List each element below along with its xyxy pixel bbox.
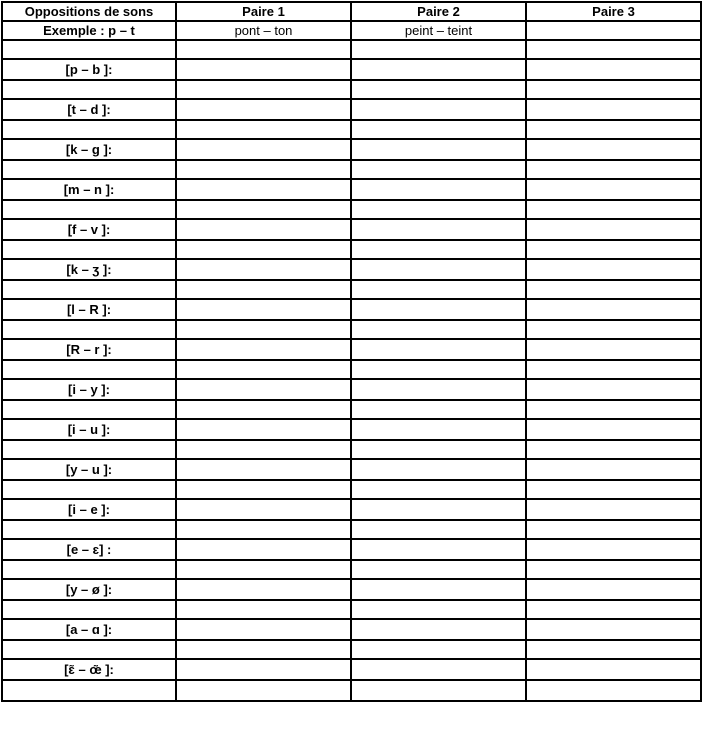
answer-cell[interactable] <box>526 200 701 219</box>
blank-row <box>2 680 701 701</box>
answer-cell-pair-3[interactable] <box>526 379 701 400</box>
blank-label-cell <box>2 320 176 339</box>
opposition-row <box>2 259 701 280</box>
answer-cell[interactable] <box>176 80 351 99</box>
blank-row <box>2 640 701 659</box>
opposition-row <box>2 299 701 320</box>
answer-cell-pair-3[interactable] <box>526 219 701 240</box>
answer-cell-pair-3[interactable] <box>526 619 701 640</box>
answer-cell[interactable] <box>351 160 526 179</box>
opposition-label: [l – R ]: <box>2 299 176 320</box>
answer-cell-pair-3[interactable] <box>526 419 701 440</box>
blank-row <box>2 600 701 619</box>
blank-row <box>2 80 701 99</box>
blank-label-cell <box>2 680 176 701</box>
answer-cell-pair-2[interactable] <box>351 379 526 400</box>
answer-cell-pair-1[interactable] <box>176 179 351 200</box>
opposition-row <box>2 539 701 560</box>
answer-cell[interactable] <box>176 520 351 539</box>
answer-cell[interactable] <box>526 360 701 379</box>
answer-cell[interactable] <box>176 680 351 701</box>
opposition-label: [a – ɑ ]: <box>2 619 176 640</box>
answer-cell[interactable] <box>526 560 701 579</box>
answer-cell-pair-3[interactable] <box>526 539 701 560</box>
answer-cell[interactable] <box>526 640 701 659</box>
answer-cell[interactable] <box>526 120 701 139</box>
answer-cell[interactable] <box>351 200 526 219</box>
answer-cell[interactable] <box>351 320 526 339</box>
answer-cell-pair-2[interactable] <box>351 619 526 640</box>
answer-cell-pair-1[interactable] <box>176 619 351 640</box>
answer-cell[interactable] <box>526 520 701 539</box>
answer-cell[interactable] <box>176 320 351 339</box>
opposition-label: [p – b ]: <box>2 59 176 80</box>
answer-cell-pair-1[interactable] <box>176 59 351 80</box>
opposition-row <box>2 379 701 400</box>
answer-cell[interactable] <box>176 120 351 139</box>
opposition-row <box>2 619 701 640</box>
answer-cell[interactable] <box>351 480 526 499</box>
answer-cell-pair-3[interactable] <box>526 459 701 480</box>
opposition-label: [y – ø ]: <box>2 579 176 600</box>
answer-cell-pair-2[interactable] <box>351 579 526 600</box>
opposition-label: [k – ʒ ]: <box>2 259 176 280</box>
answer-cell[interactable] <box>351 680 526 701</box>
opposition-row <box>2 59 701 80</box>
answer-cell-pair-2[interactable] <box>351 299 526 320</box>
opposition-row <box>2 99 701 120</box>
blank-row <box>2 240 701 259</box>
blank-row <box>2 200 701 219</box>
answer-cell[interactable] <box>176 600 351 619</box>
blank-label-cell <box>2 200 176 219</box>
answer-cell-pair-1[interactable] <box>176 259 351 280</box>
answer-cell-pair-1[interactable] <box>176 499 351 520</box>
header-oppositions: Oppositions de sons <box>2 2 176 21</box>
answer-cell-pair-2[interactable] <box>351 259 526 280</box>
header-pair-1: Paire 1 <box>176 2 351 21</box>
example-label: Exemple : p – t <box>2 21 176 40</box>
answer-cell[interactable] <box>176 480 351 499</box>
blank-row <box>2 360 701 379</box>
blank-label-cell <box>2 600 176 619</box>
answer-cell-pair-2[interactable] <box>351 99 526 120</box>
blank-label-cell <box>2 400 176 419</box>
opposition-label: [i – u ]: <box>2 419 176 440</box>
answer-cell[interactable] <box>351 640 526 659</box>
opposition-label: [y – u ]: <box>2 459 176 480</box>
answer-cell[interactable] <box>351 360 526 379</box>
blank-row <box>2 280 701 299</box>
sound-oppositions-table <box>1 1 702 702</box>
opposition-row <box>2 579 701 600</box>
blank-row <box>2 400 701 419</box>
blank-label-cell <box>2 360 176 379</box>
opposition-row <box>2 459 701 480</box>
answer-cell-pair-2[interactable] <box>351 339 526 360</box>
blank-label-cell <box>2 520 176 539</box>
blank-row <box>2 320 701 339</box>
answer-cell-pair-1[interactable] <box>176 579 351 600</box>
answer-cell[interactable] <box>526 160 701 179</box>
answer-cell-pair-3[interactable] <box>526 659 701 680</box>
example-pair-3 <box>526 21 701 40</box>
answer-cell[interactable] <box>526 80 701 99</box>
answer-cell[interactable] <box>176 40 351 59</box>
answer-cell[interactable] <box>351 280 526 299</box>
answer-cell-pair-3[interactable] <box>526 59 701 80</box>
blank-row <box>2 120 701 139</box>
answer-cell[interactable] <box>526 680 701 701</box>
answer-cell[interactable] <box>176 280 351 299</box>
example-row <box>2 21 701 40</box>
answer-cell-pair-1[interactable] <box>176 139 351 160</box>
blank-row <box>2 40 701 59</box>
answer-cell[interactable] <box>351 80 526 99</box>
answer-cell[interactable] <box>176 160 351 179</box>
answer-cell[interactable] <box>526 440 701 459</box>
answer-cell[interactable] <box>351 440 526 459</box>
answer-cell-pair-3[interactable] <box>526 99 701 120</box>
answer-cell-pair-2[interactable] <box>351 659 526 680</box>
opposition-row <box>2 179 701 200</box>
answer-cell-pair-3[interactable] <box>526 259 701 280</box>
example-pair-2: peint – teint <box>351 21 526 40</box>
answer-cell[interactable] <box>176 240 351 259</box>
header-pair-2: Paire 2 <box>351 2 526 21</box>
answer-cell[interactable] <box>526 400 701 419</box>
answer-cell-pair-3[interactable] <box>526 579 701 600</box>
blank-row <box>2 480 701 499</box>
opposition-label: [ɛ̃ – œ̃ ]: <box>2 659 176 680</box>
answer-cell-pair-1[interactable] <box>176 339 351 360</box>
header-row <box>2 2 701 21</box>
opposition-label: [e – ɛ] : <box>2 539 176 560</box>
answer-cell[interactable] <box>351 400 526 419</box>
answer-cell-pair-2[interactable] <box>351 419 526 440</box>
answer-cell[interactable] <box>351 560 526 579</box>
opposition-row <box>2 339 701 360</box>
answer-cell[interactable] <box>526 320 701 339</box>
answer-cell-pair-2[interactable] <box>351 139 526 160</box>
opposition-row <box>2 499 701 520</box>
answer-cell[interactable] <box>526 40 701 59</box>
answer-cell-pair-1[interactable] <box>176 99 351 120</box>
answer-cell[interactable] <box>351 240 526 259</box>
answer-cell[interactable] <box>351 40 526 59</box>
blank-label-cell <box>2 120 176 139</box>
answer-cell-pair-3[interactable] <box>526 339 701 360</box>
answer-cell[interactable] <box>526 480 701 499</box>
blank-label-cell <box>2 280 176 299</box>
blank-label-cell <box>2 240 176 259</box>
blank-label-cell <box>2 480 176 499</box>
answer-cell[interactable] <box>526 280 701 299</box>
opposition-label: [i – y ]: <box>2 379 176 400</box>
answer-cell[interactable] <box>176 200 351 219</box>
opposition-row <box>2 659 701 680</box>
blank-label-cell <box>2 560 176 579</box>
blank-label-cell <box>2 40 176 59</box>
example-pair-1: pont – ton <box>176 21 351 40</box>
answer-cell[interactable] <box>526 600 701 619</box>
answer-cell[interactable] <box>351 600 526 619</box>
answer-cell-pair-1[interactable] <box>176 219 351 240</box>
blank-label-cell <box>2 80 176 99</box>
answer-cell-pair-2[interactable] <box>351 459 526 480</box>
opposition-label: [i – e ]: <box>2 499 176 520</box>
opposition-row <box>2 419 701 440</box>
blank-label-cell <box>2 440 176 459</box>
answer-cell[interactable] <box>351 120 526 139</box>
header-pair-3: Paire 3 <box>526 2 701 21</box>
opposition-label: [R – r ]: <box>2 339 176 360</box>
opposition-row <box>2 139 701 160</box>
answer-cell[interactable] <box>176 640 351 659</box>
answer-cell-pair-1[interactable] <box>176 299 351 320</box>
answer-cell-pair-1[interactable] <box>176 539 351 560</box>
answer-cell[interactable] <box>176 360 351 379</box>
opposition-row <box>2 219 701 240</box>
answer-cell-pair-1[interactable] <box>176 379 351 400</box>
blank-row <box>2 520 701 539</box>
answer-cell-pair-3[interactable] <box>526 179 701 200</box>
answer-cell[interactable] <box>176 560 351 579</box>
answer-cell-pair-3[interactable] <box>526 499 701 520</box>
opposition-label: [t – d ]: <box>2 99 176 120</box>
blank-row <box>2 440 701 459</box>
answer-cell-pair-2[interactable] <box>351 59 526 80</box>
answer-cell[interactable] <box>526 240 701 259</box>
blank-row <box>2 560 701 579</box>
answer-cell-pair-2[interactable] <box>351 539 526 560</box>
answer-cell-pair-2[interactable] <box>351 499 526 520</box>
answer-cell-pair-1[interactable] <box>176 659 351 680</box>
opposition-label: [f – v ]: <box>2 219 176 240</box>
answer-cell-pair-2[interactable] <box>351 179 526 200</box>
answer-cell-pair-1[interactable] <box>176 459 351 480</box>
answer-cell[interactable] <box>176 400 351 419</box>
answer-cell-pair-2[interactable] <box>351 219 526 240</box>
blank-label-cell <box>2 640 176 659</box>
blank-row <box>2 160 701 179</box>
answer-cell[interactable] <box>351 520 526 539</box>
opposition-label: [m – n ]: <box>2 179 176 200</box>
answer-cell-pair-3[interactable] <box>526 299 701 320</box>
answer-cell[interactable] <box>176 440 351 459</box>
blank-label-cell <box>2 160 176 179</box>
answer-cell-pair-3[interactable] <box>526 139 701 160</box>
answer-cell-pair-1[interactable] <box>176 419 351 440</box>
opposition-label: [k – g ]: <box>2 139 176 160</box>
